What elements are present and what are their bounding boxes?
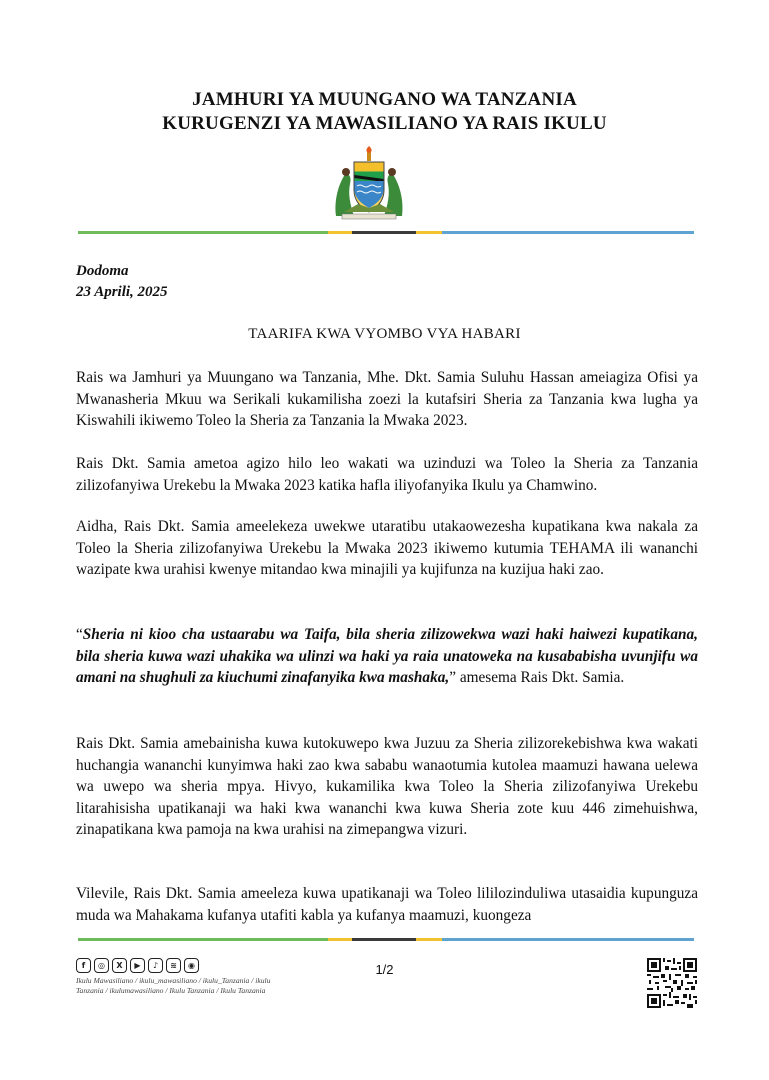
- divider-dark: [352, 231, 416, 234]
- document-title: TAARIFA KWA VYOMBO VYA HABARI: [248, 326, 521, 342]
- facebook-icon[interactable]: f: [76, 958, 91, 973]
- header-divider: [78, 231, 694, 234]
- quote-paragraph: [76, 624, 698, 689]
- youtube-icon[interactable]: ▶: [130, 958, 145, 973]
- coat-of-arms-emblem-icon: [330, 146, 408, 220]
- paragraph-3: Aidha, Rais Dkt. Samia ameelekeza uwekwe utaratibu utakaowezesha kupatikana kwa nakala za Toleo la Sheria zilizofanyiwa Urekebu la Mwaka 2023 ikiwemo kutumia TEHAMA ili wananchi wazipate kwa urahisi kwenye mitandao kwa minajili ya kujifunza na kuzijua haki zao.: [76, 518, 698, 578]
- footer-divider-dark: [352, 938, 416, 941]
- dateline-date: 23 Aprili, 2025: [76, 284, 168, 300]
- instagram-icon[interactable]: ◎: [94, 958, 109, 973]
- footer-divider-green: [78, 938, 328, 941]
- footer-divider-yellow-2: [416, 938, 442, 941]
- tiktok-icon[interactable]: ♪: [148, 958, 163, 973]
- divider-yellow-2: [416, 231, 442, 234]
- letterhead: [0, 88, 769, 136]
- page-number: 1/2: [375, 962, 394, 977]
- divider-blue: [442, 231, 694, 234]
- dateline: [76, 261, 168, 303]
- divider-green: [78, 231, 328, 234]
- paragraph-6: Vilevile, Rais Dkt. Samia ameeleza kuwa upatikanaji wa Toleo lililozinduliwa utasaidia kupunguza muda wa Mahakama kufanya utafiti kabla ya kufanya maamuzi, kuongeza: [76, 885, 698, 924]
- letterhead-line-1: JAMHURI YA MUUNGANO WA TANZANIA: [192, 89, 577, 110]
- paragraph-5: Rais Dkt. Samia amebainisha kuwa kutokuwepo kwa Juzuu za Sheria zilizorekebishwa kwa wakati huchangia wananchi kunyimwa haki zao kwa sababu wanaotumia kutolea maamuzi hawana uelewa wa uwepo wa sheria mpya. Hivyo, kukamilika kwa Toleo la Sheria zilizofanyiwa Urekebu litarahisisha upatikanaji wa haki kwa wananchi kwa kuwa Sheria zote kuu 446 zimehuishwa, zinapatikana kwa pamoja na kwa urahisi na zimepangwa vizuri.: [76, 735, 698, 838]
- paragraph-1: Rais wa Jamhuri ya Muungano wa Tanzania, Mhe. Dkt. Samia Suluhu Hassan ameiagiza Ofisi ya Mwanasheria Mkuu wa Serikali kukamilisha zoezi la kutafsiri Sheria za Tanzania kwa lugha ya Kiswahili ikiwemo Toleo la Sheria za Tanzania la Mwaka 2023.: [76, 369, 698, 429]
- paragraph-2: Rais Dkt. Samia ametoa agizo hilo leo wakati wa uzinduzi wa Toleo la Sheria za Tanzania zilizofanyiwa Urekebu la Mwaka 2023 katika hafla iliyofanyika Ikulu ya Chamwino.: [76, 455, 698, 494]
- social-handles: Ikulu Mawasiliano / ikulu_mawasiliano / ikulu_Tanzania / ikulu Tanzania / ikulumawasiliano / Ikulu Tanzania / Ikulu Tanzania: [76, 976, 271, 995]
- footer-divider-blue: [442, 938, 694, 941]
- divider-yellow: [328, 231, 352, 234]
- quote-attribution: ” amesema Rais Dkt. Samia.: [449, 669, 625, 686]
- footer-divider-yellow: [328, 938, 352, 941]
- qr-code-icon[interactable]: [647, 958, 697, 1008]
- dateline-place: Dodoma: [76, 263, 129, 279]
- letterhead-line-2: KURUGENZI YA MAWASILIANO YA RAIS IKULU: [162, 113, 607, 134]
- president-quote: Sheria ni kioo cha ustaarabu wa Taifa, bila sheria zilizowekwa wazi haki haiwezi kupatikana, bila sheria kuwa wazi uhakika wa ulinzi wa haki ya raia unatoweka na kusababisha uvunjifu wa amani na shughuli za kiuchumi zinafanyika kwa mashaka,: [76, 626, 698, 686]
- quote-open-mark: “: [76, 626, 83, 643]
- podcast-icon[interactable]: ◉: [184, 958, 199, 973]
- x-icon[interactable]: X: [112, 958, 127, 973]
- footer-divider: [78, 938, 694, 941]
- spotify-icon[interactable]: ≋: [166, 958, 181, 973]
